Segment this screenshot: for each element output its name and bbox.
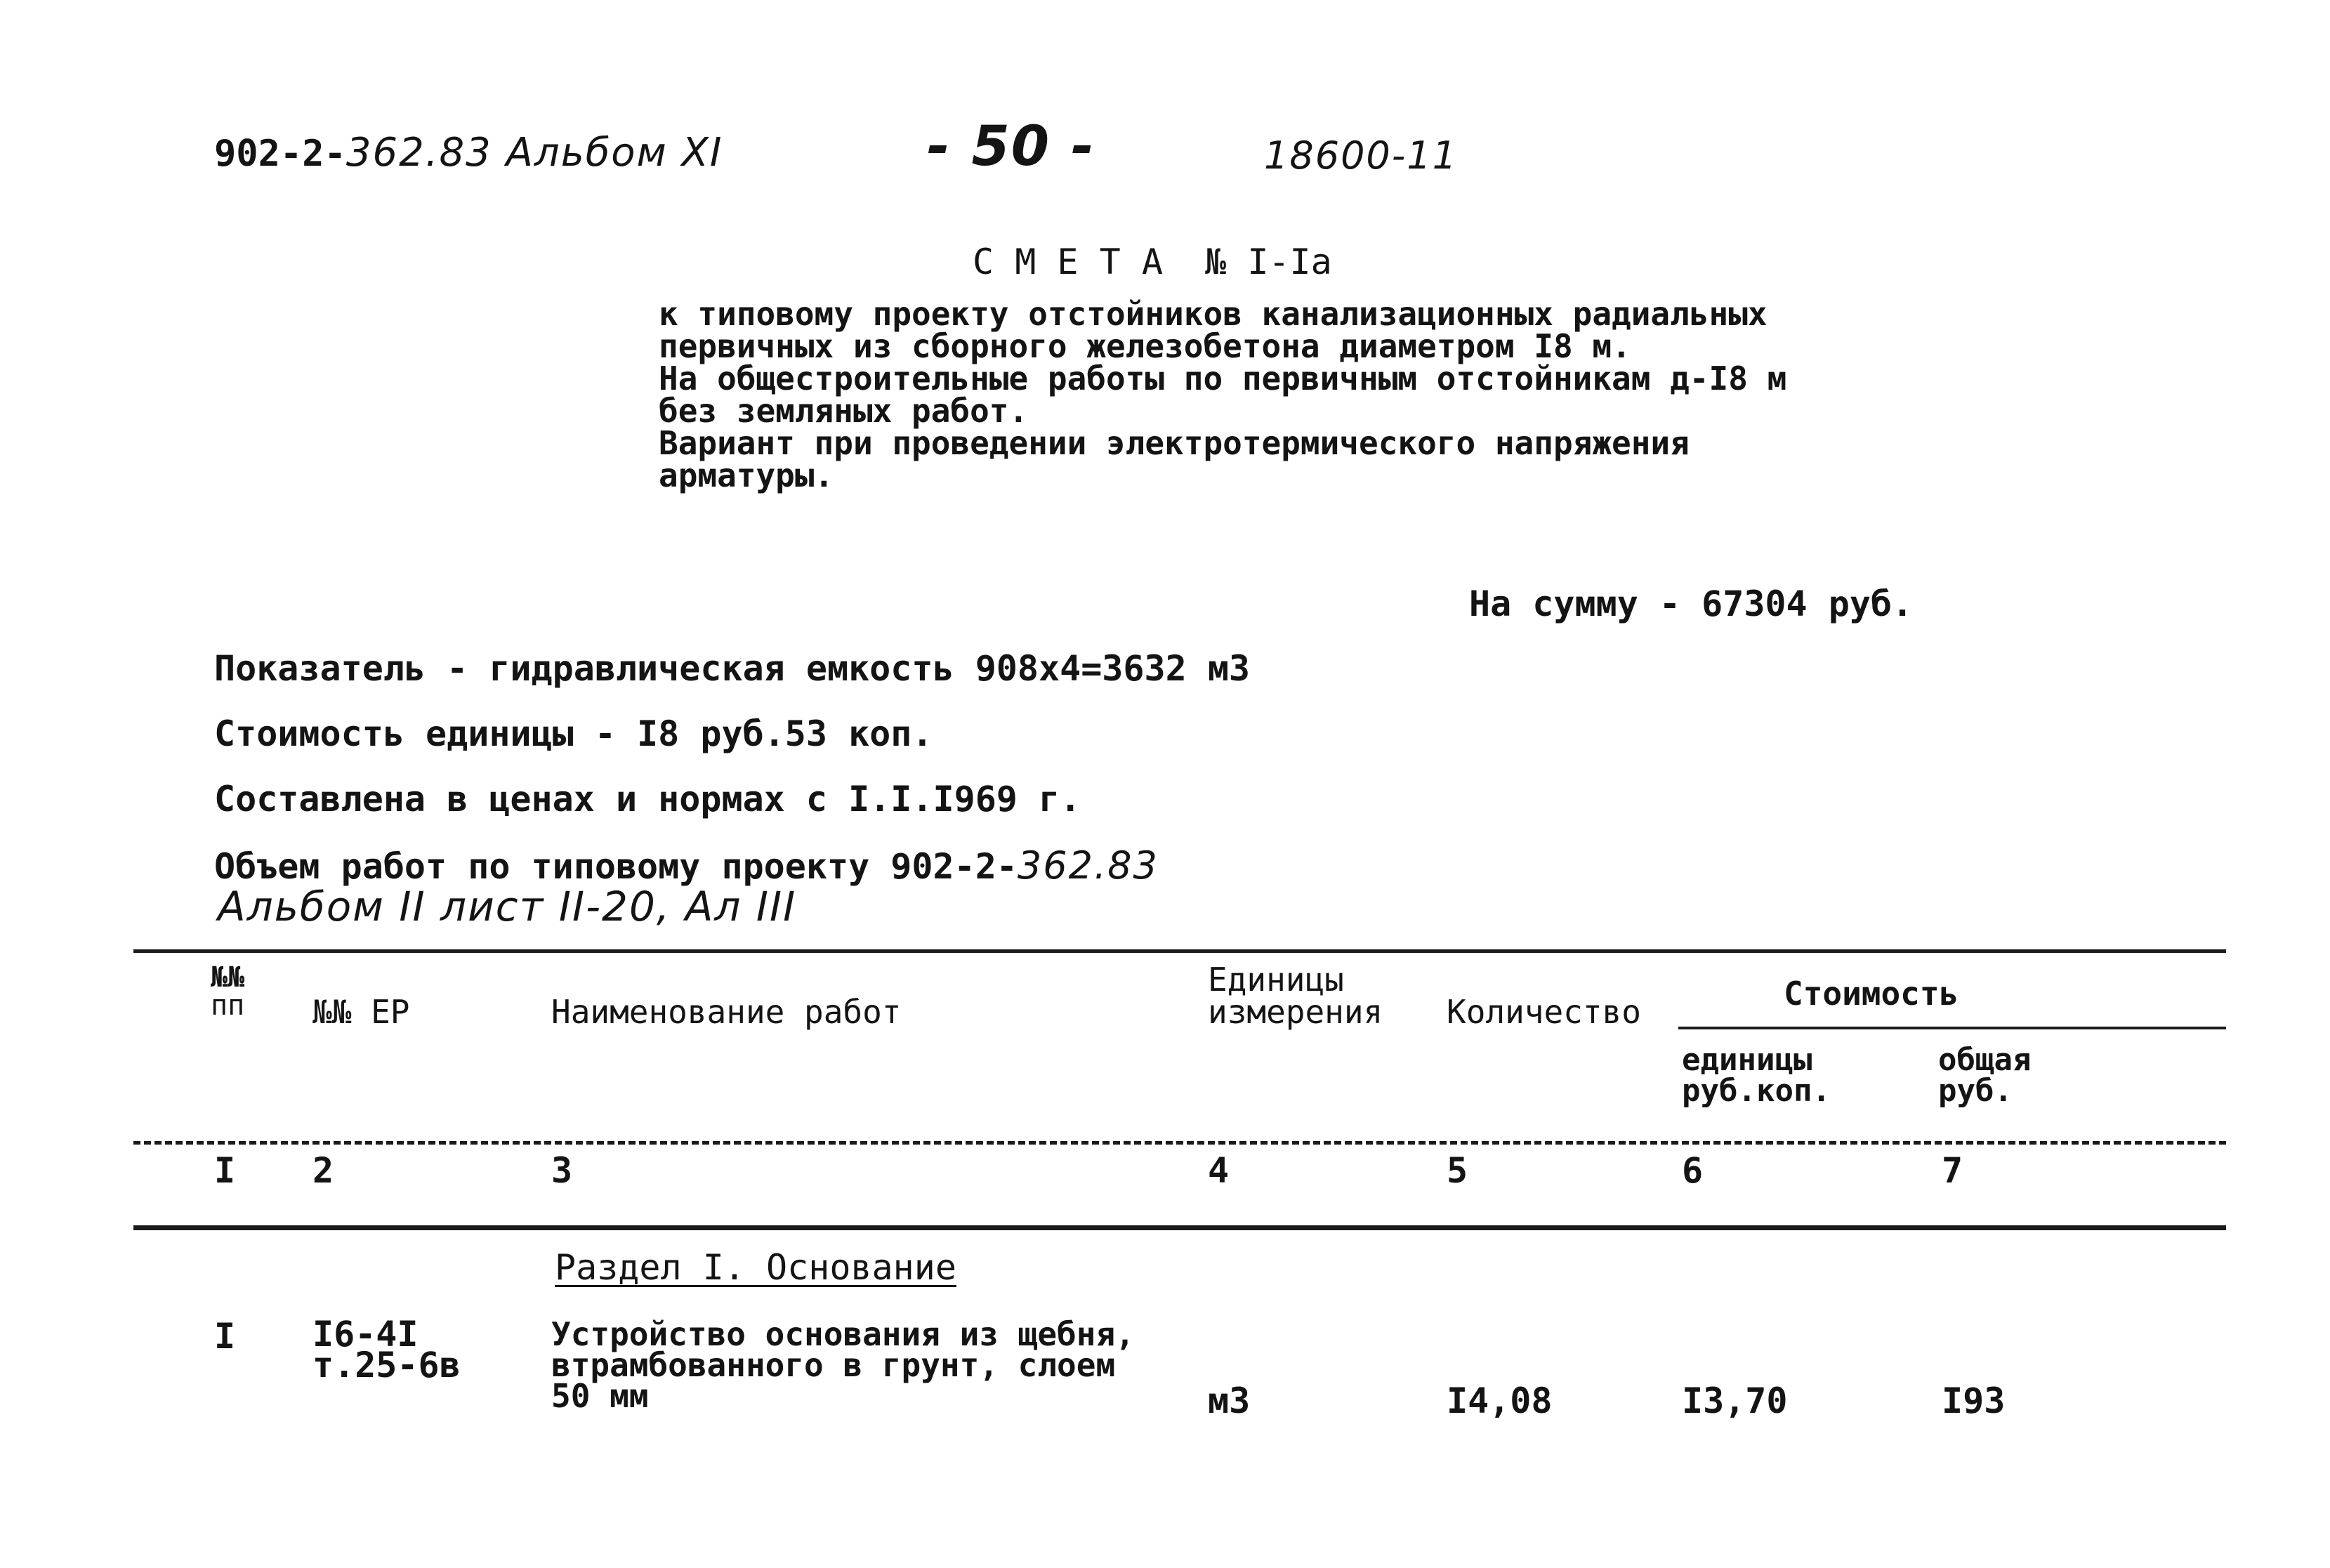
description-line: первичных из сборного железобетона диаметром I8 м. xyxy=(659,327,1631,365)
header-cost-unit xyxy=(1682,1042,1831,1109)
project-code-handwritten: 362.83 Альбом XI xyxy=(345,130,723,176)
row-name-line: втрамбованного в грунт, слоем xyxy=(551,1346,1116,1384)
row-cost-unit: I3,70 xyxy=(1682,1381,1788,1421)
volume-printed: Объем работ по типовому проекту 902-2- xyxy=(214,846,1018,887)
description-line: Вариант при проведении электротермического напряжения xyxy=(659,424,1690,462)
indicator-line: Показатель - гидравлическая емкость 908х4=3632 м3 xyxy=(214,648,1251,689)
estimate-description xyxy=(659,295,1787,494)
header-num xyxy=(211,963,244,1020)
cost-header-rule xyxy=(1678,1027,2226,1029)
header-qty: Количество xyxy=(1447,993,1641,1031)
header-unit-line1: Единицы xyxy=(1208,961,1344,999)
sheet-number: 18600-11 xyxy=(1264,133,1458,178)
volume-handwritten-code: 362.83 xyxy=(1017,843,1159,888)
column-number: 3 xyxy=(551,1150,573,1191)
header-unit-line2: измерения xyxy=(1208,993,1383,1031)
column-number: 5 xyxy=(1447,1150,1468,1191)
header-cost-total-line1: общая xyxy=(1938,1042,2032,1078)
header-cost: Стоимость xyxy=(1784,975,1959,1013)
header-num-line2: пп xyxy=(211,989,245,1022)
table-top-rule xyxy=(133,949,2226,953)
header-er: №№ ЕР xyxy=(312,993,410,1031)
description-line: арматуры. xyxy=(659,456,834,494)
header-bottom-rule xyxy=(133,1141,2226,1145)
column-number: 7 xyxy=(1942,1150,1963,1191)
volume-line xyxy=(214,843,1159,888)
estimate-title: С М Е Т А № I-Ia xyxy=(973,242,1332,282)
section-title: Раздел I. Основание xyxy=(555,1247,956,1288)
row-unit: м3 xyxy=(1208,1381,1251,1421)
header-unit xyxy=(1208,961,1383,1031)
header-cost-total xyxy=(1938,1042,2032,1109)
description-line: На общестроительные работы по первичным отстойникам д-I8 м xyxy=(659,360,1787,397)
column-number: I xyxy=(214,1150,236,1191)
project-code xyxy=(214,130,723,176)
column-number: 6 xyxy=(1682,1150,1704,1191)
row-name-line: Устройство основания из щебня, xyxy=(551,1315,1135,1353)
header-cost-total-line2: руб. xyxy=(1938,1073,2013,1109)
header-num-line1: №№ xyxy=(211,961,245,994)
row-name xyxy=(551,1315,1135,1415)
row-num: I xyxy=(214,1316,236,1357)
header-name: Наименование работ xyxy=(551,993,902,1031)
page-number: - 50 - xyxy=(927,115,1095,178)
column-number: 4 xyxy=(1208,1150,1230,1191)
column-number: 2 xyxy=(312,1150,334,1191)
column-numbers-rule xyxy=(133,1225,2226,1230)
row-er xyxy=(312,1314,461,1385)
row-er-line1: I6-4I xyxy=(312,1314,419,1355)
volume-handwritten-line: Альбом II лист II-20, Ал III xyxy=(218,883,797,930)
prices-basis-line: Составлена в ценах и нормах с I.I.I969 г. xyxy=(214,779,1081,819)
row-cost-total: I93 xyxy=(1942,1381,2006,1421)
estimate-sum: На сумму - 67304 руб. xyxy=(1469,584,1914,624)
header-cost-unit-line2: руб.коп. xyxy=(1682,1073,1831,1109)
project-code-printed: 902-2- xyxy=(214,133,346,175)
description-line: к типовому проекту отстойников канализационных радиальных xyxy=(659,295,1768,333)
row-er-line2: т.25-6в xyxy=(312,1345,461,1385)
row-name-line: 50 мм xyxy=(551,1377,649,1415)
row-qty: I4,08 xyxy=(1447,1381,1553,1421)
description-line: без земляных работ. xyxy=(659,392,1029,430)
unit-cost-line: Стоимость единицы - I8 руб.53 коп. xyxy=(214,713,933,754)
header-cost-unit-line1: единицы xyxy=(1682,1042,1812,1078)
